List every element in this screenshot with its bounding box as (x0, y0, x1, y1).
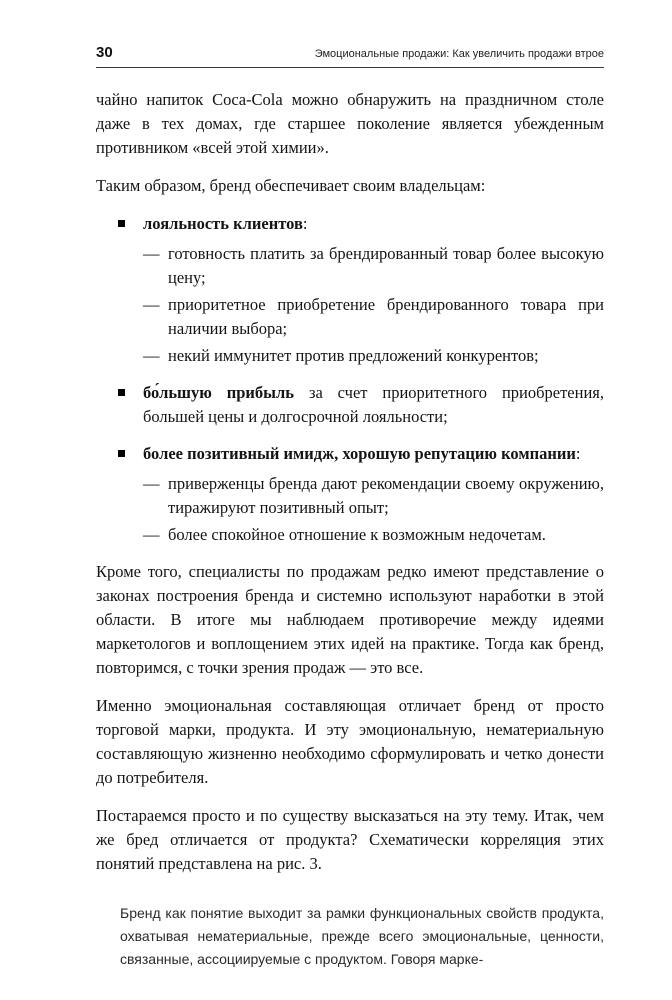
excerpt-brand-definition: Бренд как понятие выходит за рамки функциональных свойств продукта, охватывая нематериальные, прежде всего эмоциональные, ценности, связанные, ассоциируемые с продуктом. Говоря марке- (120, 905, 604, 967)
paragraph-figure-reference: Постараемся просто и по существу высказаться на эту тему. Итак, чем же бред отличается от продукта? Схематически корреляция этих понятий представлена на рис. 3. (96, 806, 604, 873)
running-title: Эмоциональные продажи: Как увеличить продажи втрое (314, 48, 604, 60)
sub-item-text: некий иммунитет против предложений конкурентов; (168, 346, 539, 365)
sub-item-text: более спокойное отношение к возможным недочетам. (168, 525, 546, 544)
list-item-bold-lead: лояльность клиентов (143, 214, 303, 233)
sub-item-text: приверженцы бренда дают рекомендации своему окружению, тиражируют позитивный опыт; (168, 474, 604, 517)
list-item-text (143, 212, 604, 236)
sub-item (143, 293, 604, 341)
list-item-loyalty (118, 212, 604, 236)
sub-item-text: приоритетное приобретение брендированного товара при наличии выбора; (168, 295, 604, 338)
square-bullet-icon (118, 381, 143, 429)
sub-item (143, 242, 604, 290)
sub-item (143, 344, 604, 368)
dash-marker: — (143, 295, 160, 314)
list-item-rest: за счет приоритетного приобретения, большей цены и долгосрочной лояльности; (143, 383, 604, 426)
paragraph-emotional-component: Именно эмоциональная составляющая отличает бренд от просто торговой марки, продукта. И эту эмоциональную, нематериальную составляющую жизненно необходимо сформулировать и четко донести до потребителя. (96, 696, 604, 787)
list-item-text (143, 381, 604, 429)
dash-marker: — (143, 474, 160, 493)
page-number: 30 (96, 44, 113, 61)
list-item-image (118, 442, 604, 466)
sub-list-loyalty (96, 242, 604, 368)
list-item-bold-lead: более позитивный имидж, хорошую репутацию компании (143, 444, 576, 463)
benefits-list (96, 212, 604, 547)
list-item-rest: : (575, 444, 581, 463)
sub-item-text: готовность платить за брендированный товар более высокую цену; (168, 244, 604, 287)
dash-marker: — (143, 346, 160, 365)
list-item-rest: : (302, 214, 308, 233)
list-item-profit (118, 381, 604, 429)
list-item-bold-lead: бо́льшую прибыль (143, 383, 295, 402)
square-bullet-icon (118, 442, 143, 466)
list-item-text (143, 442, 604, 466)
square-bullet-icon (118, 212, 143, 236)
running-head (96, 44, 604, 68)
sub-item (143, 523, 604, 547)
dash-marker: — (143, 525, 160, 544)
dash-marker: — (143, 244, 160, 263)
paragraph-sales-specialists: Кроме того, специалисты по продажам редко имеют представление о законах построения бренда и системно используют наработки в этой области. В итоге мы наблюдаем противоречие между идеями маркетологов и воплощением этих идей на практике. Тогда как бренд, повторимся, с точки зрения продаж — это все. (96, 562, 604, 677)
sub-list-image (96, 472, 604, 547)
paragraph-brand-provides: Таким образом, бренд обеспечивает своим владельцам: (96, 176, 486, 195)
sub-item (143, 472, 604, 520)
paragraph-coca-cola: чайно напиток Coca-Cola можно обнаружить на праздничном столе даже в тех домах, где старшее поколение является убежденным противником «всей этой химии». (96, 90, 604, 157)
